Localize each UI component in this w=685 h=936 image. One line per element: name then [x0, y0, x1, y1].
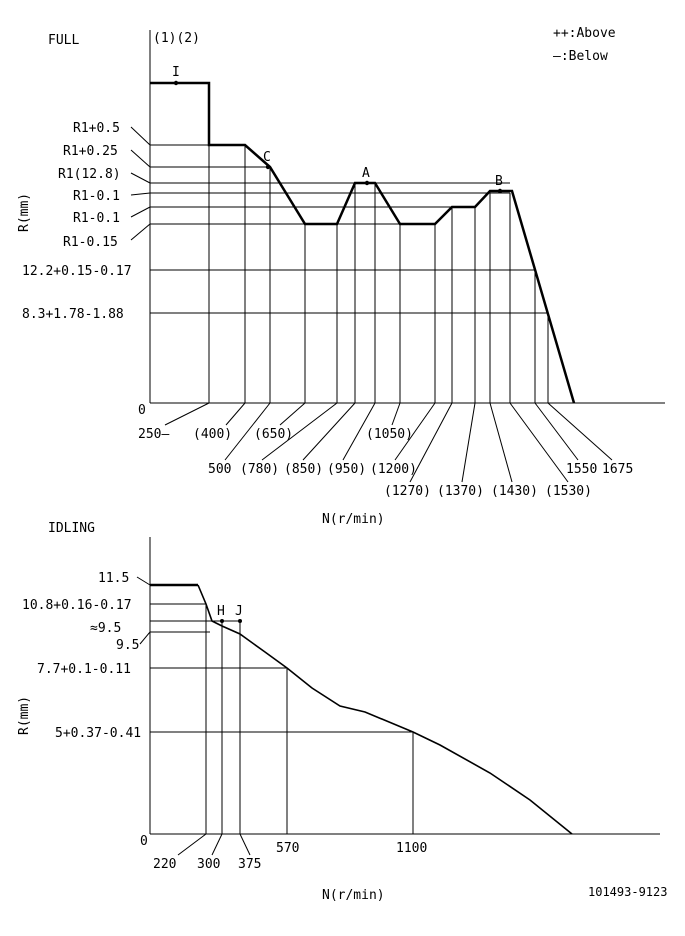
- idling-y-axis-title: R(mm): [17, 695, 32, 735]
- full-ylabel-7: 12.2+0.15-0.17: [22, 264, 132, 279]
- leader: [392, 403, 400, 425]
- point-j-marker: [238, 619, 242, 623]
- leader: [137, 577, 150, 585]
- idling-xlabel-1100: 1100: [396, 841, 428, 856]
- full-xlabel-850: (850): [284, 462, 324, 477]
- idling-xlabel-220: 220: [153, 857, 177, 872]
- full-xlabel-1050: (1050): [366, 427, 413, 442]
- point-i-label: I: [172, 65, 180, 80]
- point-b-marker: [498, 189, 502, 193]
- full-xlabel-400: (400): [193, 427, 233, 442]
- leader: [548, 403, 612, 460]
- idling-title: IDLING: [48, 521, 95, 536]
- full-xlabel-950: (950): [327, 462, 367, 477]
- legend-below: —:Below: [553, 49, 608, 64]
- point-j-label: J: [235, 604, 243, 619]
- idling-ylabel-3: ≈9.5: [90, 621, 122, 636]
- leader: [280, 403, 305, 425]
- document-id: 101493-9123: [588, 885, 668, 899]
- leader: [131, 127, 150, 145]
- leader: [131, 173, 150, 183]
- idling-points: [210, 604, 243, 623]
- leader: [140, 632, 150, 644]
- legend-above: ++:Above: [553, 26, 616, 41]
- idling-chart: [17, 521, 660, 903]
- full-header-label: (1)(2): [153, 31, 200, 46]
- full-xlabel-1530: (1530): [545, 484, 592, 499]
- full-ylabel-8: 8.3+1.78-1.88: [22, 307, 124, 322]
- leader: [510, 403, 568, 482]
- idling-ylabel-2: 10.8+0.16-0.17: [22, 598, 132, 613]
- full-xlabel-650: (650): [254, 427, 294, 442]
- idling-ylabel-4: 9.5: [116, 638, 140, 653]
- point-h-label: H: [217, 604, 225, 619]
- full-chart: [17, 26, 665, 527]
- full-xlabel-1200: (1200): [370, 462, 417, 477]
- leader: [240, 834, 250, 855]
- idling-ylabel-5: 7.7+0.1-0.11: [37, 662, 131, 677]
- full-title: FULL: [48, 33, 80, 48]
- idling-ylabel-6: 5+0.37-0.41: [55, 726, 142, 741]
- full-ylabel-1: R1+0.5: [73, 121, 120, 136]
- idling-x-axis-title: N(r/min): [322, 888, 385, 903]
- full-ylabel-5: R1-0.1: [73, 211, 120, 226]
- leader: [490, 403, 512, 482]
- full-xlabel-1550: 1550: [566, 462, 598, 477]
- idling-curve: [198, 585, 572, 834]
- full-y-axis-title: R(mm): [17, 192, 32, 232]
- leader: [131, 193, 150, 195]
- point-a-label: A: [362, 166, 370, 181]
- idling-origin-label: 0: [140, 834, 148, 849]
- idling-ylabel-1: 11.5: [98, 571, 130, 586]
- leader: [303, 403, 355, 460]
- idling-xlabel-300: 300: [197, 857, 221, 872]
- full-xlabel-1675: 1675: [602, 462, 634, 477]
- point-i-marker: [174, 81, 178, 85]
- leader: [178, 834, 206, 855]
- leader: [131, 150, 150, 167]
- leader: [212, 834, 222, 855]
- point-a-marker: [365, 181, 369, 185]
- leader: [131, 224, 150, 240]
- leader: [131, 207, 150, 217]
- full-xlabel-500: 500: [208, 462, 232, 477]
- full-ylabel-6: R1-0.15: [63, 235, 118, 250]
- full-x-axis-title: N(r/min): [322, 512, 385, 527]
- idling-xlabel-570: 570: [276, 841, 300, 856]
- leader: [165, 403, 209, 425]
- full-xlabel-780: (780): [240, 462, 280, 477]
- leader: [462, 403, 475, 482]
- point-h-marker: [220, 619, 224, 623]
- point-c-marker: [266, 165, 270, 169]
- full-xlabel-250: 250—: [138, 427, 170, 442]
- full-origin-label: 0: [138, 403, 146, 418]
- full-ylabel-2: R1+0.25: [63, 144, 118, 159]
- leader: [226, 403, 245, 425]
- full-ylabel-3: R1(12.8): [58, 167, 121, 182]
- idling-xlabel-375: 375: [238, 857, 262, 872]
- point-b-label: B: [495, 174, 503, 189]
- point-c-label: C: [263, 150, 271, 165]
- full-xlabel-1270: (1270): [384, 484, 431, 499]
- full-xlabel-1430: (1430): [491, 484, 538, 499]
- full-ylabel-4: R1-0.1: [73, 189, 120, 204]
- leader: [535, 403, 578, 460]
- full-points: [172, 65, 503, 193]
- full-xlabel-1370: (1370): [437, 484, 484, 499]
